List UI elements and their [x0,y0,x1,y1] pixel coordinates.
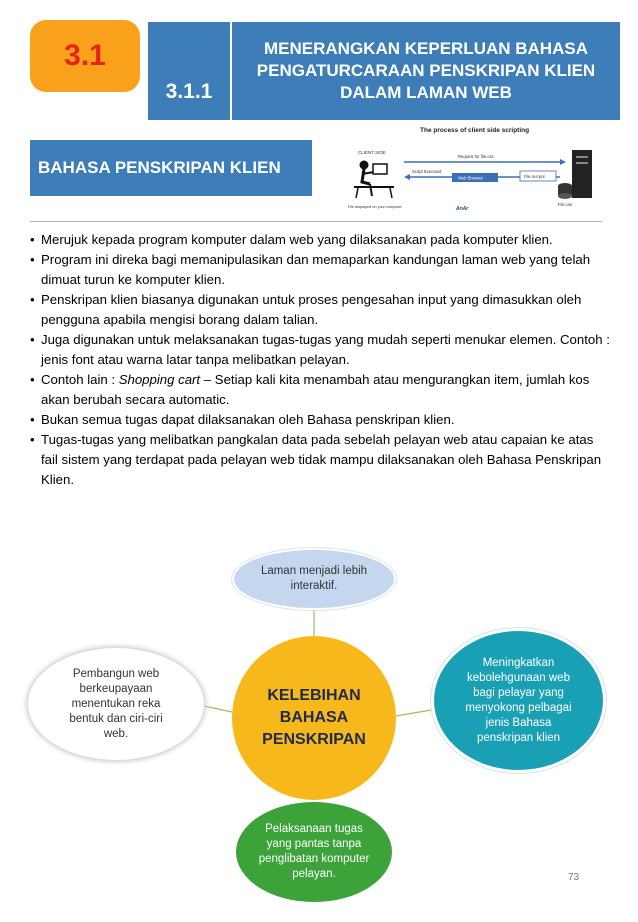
bullet-item: • Penskripan klien biasanya digunakan untuk proses pengesahan input yang dimasukkan oleh pengguna apabila mengisi borang dalam talian. [30,290,610,330]
diagram-title: The process of client side scripting [420,127,530,134]
chapter-number: 3.1 [64,39,106,72]
diagram-request-label: Request for file.css [458,154,494,159]
italic-term: Shopping cart [118,372,201,387]
bullet-item: • Program ini direka bagi memanipulasikan dan memaparkan kandungan laman web yang telah dimuat turun ke komputer klien. [30,250,610,290]
diagram-client-label: CLIENT SIDE [358,150,386,155]
diagram-browser-label: Web Browser [458,175,484,181]
mindmap-node-bottom: Pelaksanaan tugas yang pantas tanpa penglibatan komputer pelayan. [234,800,394,904]
mindmap-node-top: Laman menjadi lebih interaktif. [232,548,396,610]
mindmap-node-center: KELEBIHAN BAHASA PENSKRIPAN [232,636,396,800]
diagram-server-file-label: File.css [558,202,573,207]
bullet-item: • Merujuk kepada program komputer dalam web yang dilaksanakan pada komputer klien. [30,230,610,250]
bullet-item: • Bukan semua tugas dapat dilaksanakan oleh Bahasa penskripan klien. [30,410,610,430]
subchapter-number: 3.1.1 [165,80,213,103]
bullet-item: • Tugas-tugas yang melibatkan pangkalan data pada sebelah pelayan web atau capaian ke atas fail sistem yang terdapat pada pelayan web tidak mampu dilaksanakan oleh Bahasa Penskripan Klien. [30,430,610,490]
bullet-item: • Contoh lain : Shopping cart – Setiap kali kita menambah atau mengurangkan item, jumlah kos akan berubah secara automatic. [30,370,610,410]
page-number: 73 [568,872,580,883]
diagram-script-label: Script Executed [412,169,442,174]
bullet-item: • Juga digunakan untuk melaksanakan tugas-tugas yang mudah seperti menukar elemen. Contoh : jenis font atau warna latar tanpa melibatkan pelayan. [30,330,610,370]
section-title: BAHASA PENSKRIPAN KLIEN [38,158,281,177]
page-title: MENERANGKAN KEPERLUAN BAHASA PENGATURCARAAN PENSKRIPAN KLIEN DALAM LAMAN WEB [256,38,596,103]
mindmap-node-right: Meningkatkan kebolehgunaan web bagi pelayar yang menyokong pelbagai jenis Bahasa penskripan klien [431,628,606,773]
diagram-fileout-label: File out put [524,174,545,179]
diagram-logo: AnAr [456,206,469,212]
mindmap-node-left: Pembangun web berkeupayaan menentukan reka bentuk dan ciri-ciri web. [28,648,204,760]
diagram-display-label: File displayed on your computer [348,205,402,209]
